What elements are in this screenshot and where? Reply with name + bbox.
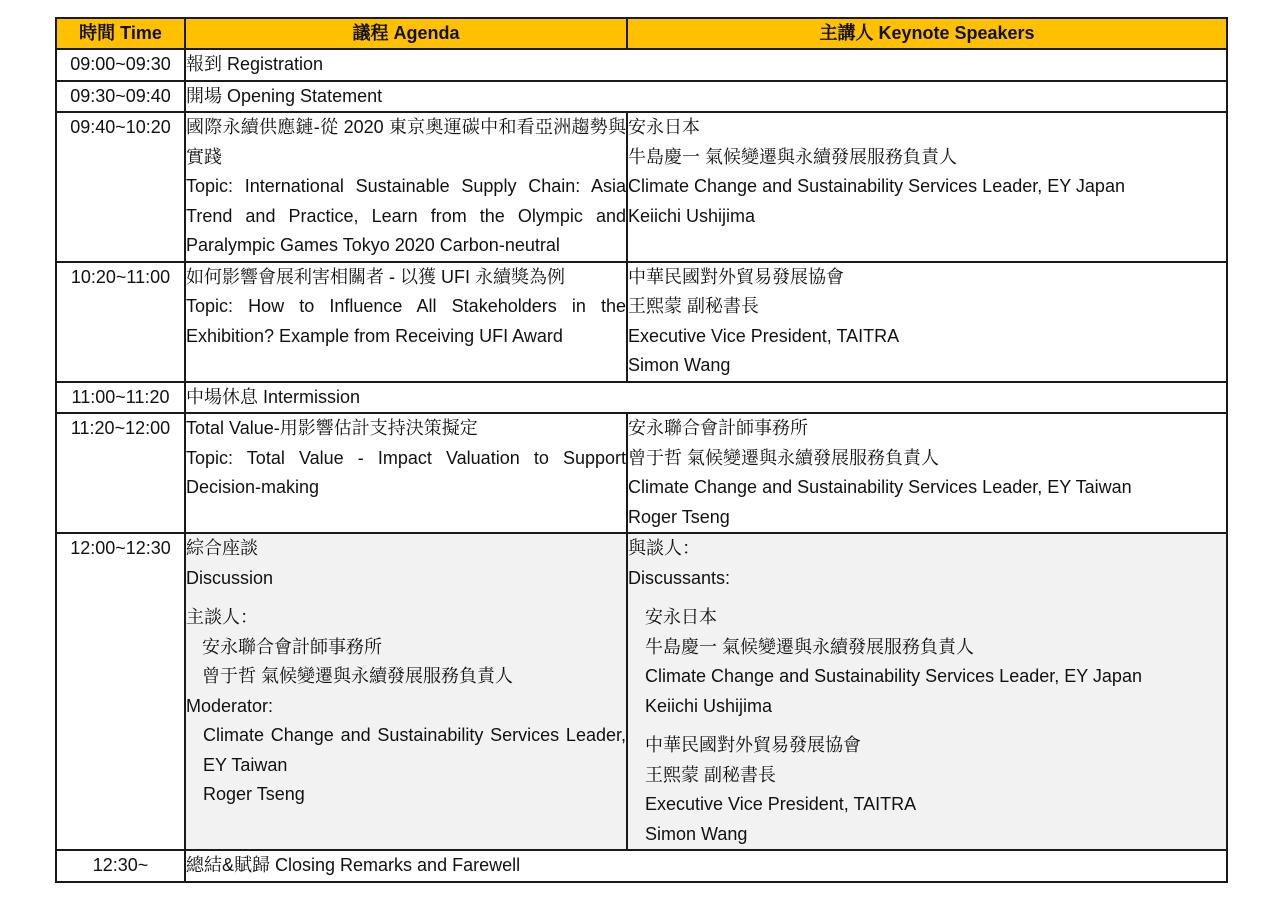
discussant-label: 與談人： [628, 538, 700, 558]
header-speakers: 主講人 Keynote Speakers [627, 18, 1227, 49]
spacer [186, 810, 626, 838]
speaker-name-title: 王熙蒙 副秘書長 [628, 296, 760, 316]
speaker-cell [627, 112, 1227, 262]
time-cell: 12:00~12:30 [56, 533, 185, 850]
time-cell: 12:30~ [56, 850, 185, 882]
agenda-title: 綜合座談 [186, 538, 258, 558]
table-row [56, 112, 1227, 262]
speaker-name-title: 牛島慶一 氣候變遷與永續發展服務負責人 [628, 146, 957, 167]
discussant-title-en: Executive Vice President, TAITRA [645, 794, 917, 814]
discussant-org: 中華民國對外貿易發展協會 [645, 735, 861, 755]
agenda-topic: Topic: How to Influence All Stakeholders in the Exhibition? Example from Receiving UFI Award [186, 296, 626, 346]
agenda-cell: 總結&賦歸 Closing Remarks and Farewell [185, 850, 1227, 882]
speaker-title-en: Climate Change and Sustainability Services Leader, EY Taiwan [628, 477, 1132, 497]
table-row [56, 81, 1227, 113]
agenda-cell [185, 112, 627, 262]
speaker-cell [627, 533, 1227, 850]
discussant-name-title: 王熙蒙 副秘書長 [645, 764, 777, 785]
speaker-org: 安永聯合會計師事務所 [628, 418, 808, 438]
agenda-title: 如何影響會展利害相關者 - 以獲 UFI 永續獎為例 [186, 266, 565, 287]
agenda-cell: 報到 Registration [185, 49, 1227, 81]
host-org: 安永聯合會計師事務所 [202, 636, 382, 657]
agenda-cell [185, 533, 627, 850]
agenda-cell [185, 413, 627, 533]
speaker-title-en: Executive Vice President, TAITRA [628, 325, 900, 346]
moderator-title: Climate Change and Sustainability Services Leader, EY Taiwan [203, 725, 626, 775]
host-label: 主談人： [186, 607, 258, 627]
time-cell: 09:00~09:30 [56, 49, 185, 81]
table-row [56, 49, 1227, 81]
speaker-name-en: Roger Tseng [628, 506, 730, 527]
table-row [56, 262, 1227, 382]
time-cell: 10:20~11:00 [56, 262, 185, 382]
agenda-title-en: Discussion [186, 567, 274, 588]
table-row [56, 533, 1227, 850]
header-agenda: 議程 Agenda [185, 18, 627, 49]
speaker-name-en: Keiichi Ushijima [628, 205, 756, 226]
agenda-cell: 開場 Opening Statement [185, 81, 1227, 113]
speaker-name-title: 曾于哲 氣候變遷與永續發展服務負責人 [628, 447, 939, 468]
speaker-org: 安永日本 [628, 117, 700, 137]
discussant-org: 安永日本 [645, 607, 717, 627]
agenda-topic: Topic: International Sustainable Supply Chain: Asia Trend and Practice, Learn from the Olympic and Paralympic Games Tokyo 2020 Carbon-neutral [186, 176, 626, 255]
time-cell: 09:30~09:40 [56, 81, 185, 113]
agenda-title: 國際永續供應鏈-從 2020 東京奧運碳中和看亞洲趨勢與實踐 [186, 117, 626, 167]
speaker-org: 中華民國對外貿易發展協會 [628, 266, 844, 287]
table-header-row [56, 18, 1227, 49]
host-name-title: 曾于哲 氣候變遷與永續發展服務負責人 [202, 666, 513, 686]
time-cell: 11:20~12:00 [56, 413, 185, 533]
table-row [56, 413, 1227, 533]
agenda-cell [185, 262, 627, 382]
agenda-topic: Topic: Total Value - Impact Valuation to Support Decision-making [186, 447, 626, 497]
time-cell: 11:00~11:20 [56, 382, 185, 414]
speaker-cell [627, 413, 1227, 533]
table-row [56, 382, 1227, 414]
time-cell: 09:40~10:20 [56, 112, 185, 262]
discussant-name-en: Keiichi Ushijima [645, 695, 773, 716]
agenda-cell: 中場休息 Intermission [185, 382, 1227, 414]
speaker-name-en: Simon Wang [628, 355, 731, 375]
moderator-name: Roger Tseng [203, 784, 305, 804]
agenda-table [55, 17, 1228, 883]
speaker-cell [627, 262, 1227, 382]
agenda-title: Total Value-用影響估計支持決策擬定 [186, 418, 478, 438]
discussant-name-title: 牛島慶一 氣候變遷與永續發展服務負責人 [645, 636, 974, 657]
discussant-title-en: Climate Change and Sustainability Services Leader, EY Japan [645, 666, 1142, 686]
speaker-title-en: Climate Change and Sustainability Services Leader, EY Japan [628, 176, 1125, 196]
discussant-name-en: Simon Wang [645, 823, 748, 844]
moderator-label: Moderator: [186, 695, 274, 716]
table-row [56, 850, 1227, 882]
discussant-label-en: Discussants: [628, 567, 731, 588]
header-time: 時間 Time [56, 18, 185, 49]
